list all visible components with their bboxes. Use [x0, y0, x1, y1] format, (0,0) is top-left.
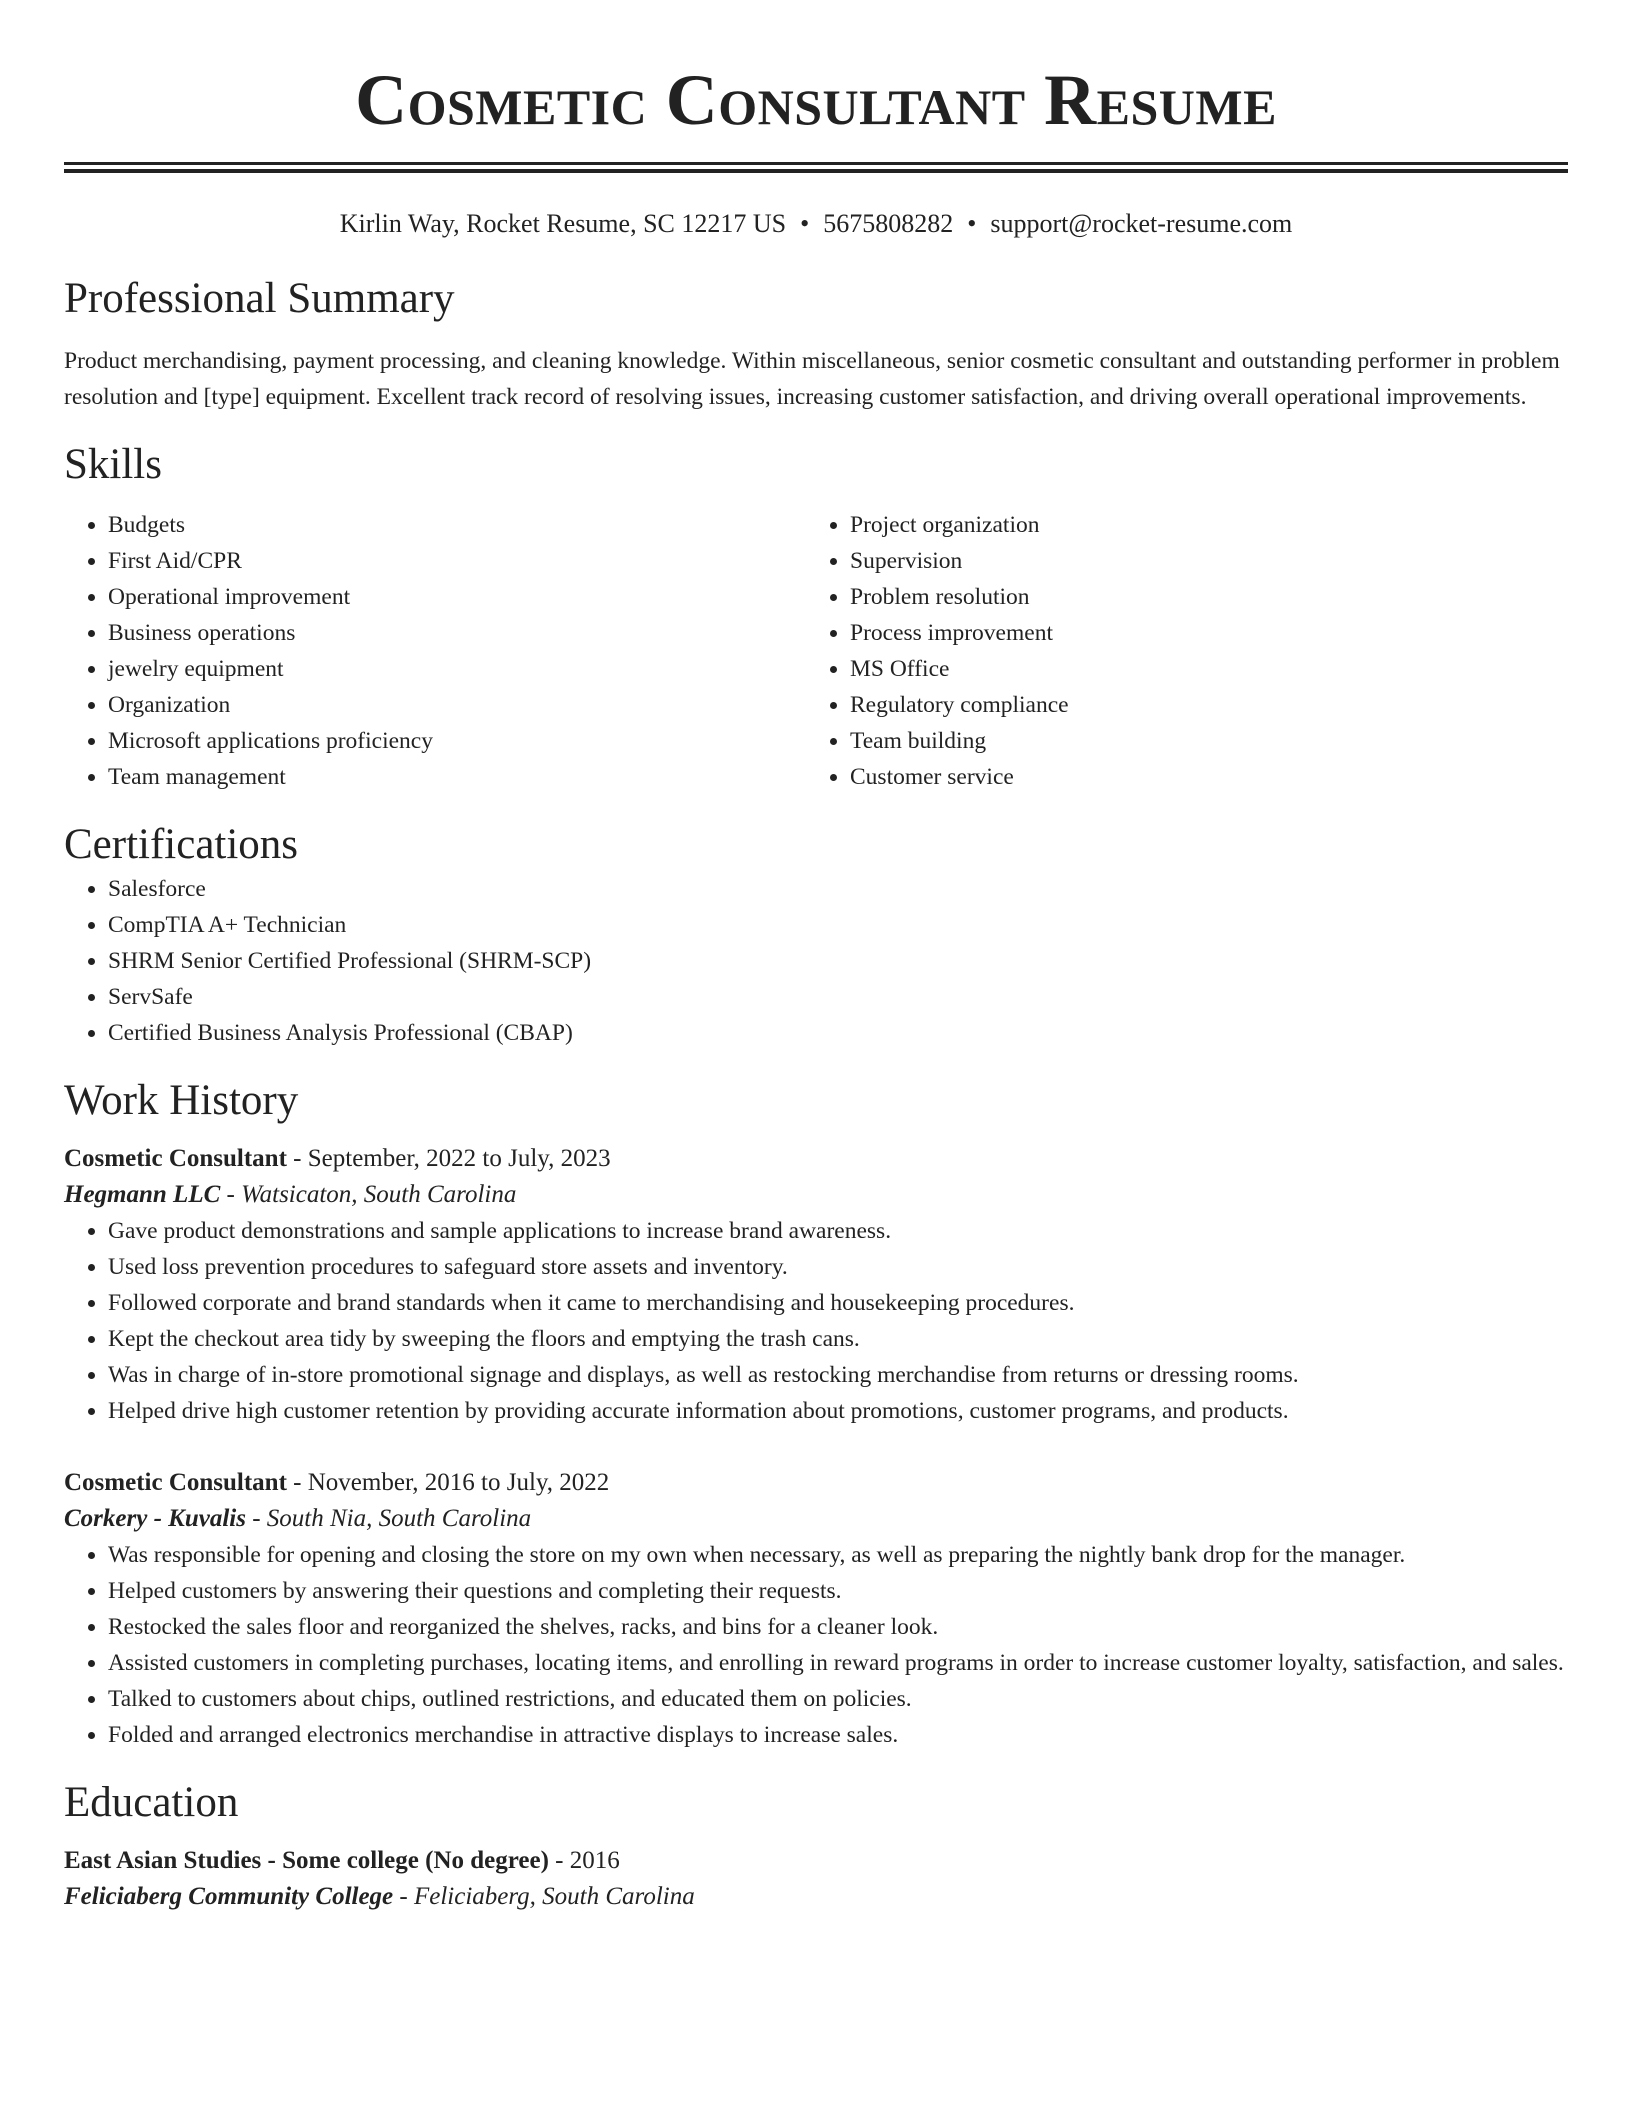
education-heading: Education [64, 1779, 239, 1826]
certifications-list [64, 871, 1568, 1051]
certifications-section [64, 819, 1568, 1051]
summary-heading: Professional Summary [64, 275, 455, 322]
job-title: Cosmetic Consultant [64, 1145, 287, 1172]
job-title-line [64, 1465, 1568, 1501]
skills-column-right [806, 507, 1548, 795]
contact-email: support@rocket-resume.com [990, 209, 1293, 238]
certification-item: • ServSafe [108, 979, 1568, 1015]
skill-item: • jewelry equipment [108, 651, 806, 687]
skill-item: • Business operations [108, 615, 806, 651]
skill-item: • Microsoft applications proficiency [108, 723, 806, 759]
education-year: - 2016 [548, 1847, 620, 1874]
education-location: - Feliciaberg, South Carolina [393, 1883, 695, 1910]
contact-phone: 5675808282 [823, 209, 954, 238]
education-school-line [64, 1879, 1568, 1915]
job-duty: • Helped drive high customer retention by providing accurate information about promotions, customer programs, and products. [108, 1393, 1568, 1429]
skills-heading: Skills [64, 441, 162, 488]
job-employer-line [64, 1501, 1568, 1537]
contact-address: Kirlin Way, Rocket Resume, SC 12217 US [339, 209, 787, 238]
skills-columns [64, 507, 1568, 795]
job-location: - South Nia, South Carolina [245, 1505, 532, 1532]
job-duty: • Gave product demonstrations and sample applications to increase brand awareness. [108, 1213, 1568, 1249]
skill-item: • MS Office [850, 651, 1548, 687]
contact-line [64, 207, 1568, 241]
skill-item: • Regulatory compliance [850, 687, 1548, 723]
skill-item: • Process improvement [850, 615, 1548, 651]
job-duty: • Was in charge of in-store promotional signage and displays, as well as restocking merchandise from returns or dressing rooms. [108, 1357, 1568, 1393]
job-duty: • Followed corporate and brand standards when it came to merchandising and housekeeping procedures. [108, 1285, 1568, 1321]
skill-item: • Team building [850, 723, 1548, 759]
job-title-line [64, 1141, 1568, 1177]
job-duty: • Folded and arranged electronics merchandise in attractive displays to increase sales. [108, 1717, 1568, 1753]
education-degree: East Asian Studies - Some college (No degree) [64, 1847, 549, 1874]
skill-item: • First Aid/CPR [108, 543, 806, 579]
job-duties-list [64, 1213, 1568, 1429]
job-duty: • Assisted customers in completing purchases, locating items, and enrolling in reward programs in order to increase customer loyalty, satisfaction, and sales. [108, 1645, 1568, 1681]
job-company: Corkery - Kuvalis [64, 1505, 246, 1532]
job-location: - Watsicaton, South Carolina [220, 1181, 517, 1208]
job-entry [64, 1465, 1568, 1753]
skill-item: • Operational improvement [108, 579, 806, 615]
job-dates: - September, 2022 to July, 2023 [286, 1145, 611, 1172]
job-company: Hegmann LLC [64, 1181, 221, 1208]
skill-item: • Budgets [108, 507, 806, 543]
skill-item: • Organization [108, 687, 806, 723]
title-divider [64, 162, 1568, 173]
skills-list-right [806, 507, 1548, 795]
skills-list-left [64, 507, 806, 795]
skill-item: • Customer service [850, 759, 1548, 795]
summary-text: Product merchandising, payment processing, and cleaning knowledge. Within miscellaneous, senior cosmetic consultant and outstanding performer in problem resolution and [type] equipment. Excellent track record of resolving issues, increasing customer satisfaction, and driving overall operational improvements. [64, 348, 1560, 410]
summary-section [64, 273, 1568, 415]
certification-item: • Certified Business Analysis Professional (CBAP) [108, 1015, 1568, 1051]
certification-item: • CompTIA A+ Technician [108, 907, 1568, 943]
certification-item: • Salesforce [108, 871, 1568, 907]
skill-item: • Project organization [850, 507, 1548, 543]
education-entry [64, 1843, 1568, 1915]
skills-column-left [64, 507, 806, 795]
contact-separator: • [800, 209, 810, 238]
certifications-heading: Certifications [64, 821, 299, 868]
skills-section [64, 439, 1568, 795]
education-school: Feliciaberg Community College [64, 1883, 394, 1910]
job-dates: - November, 2016 to July, 2022 [286, 1469, 610, 1496]
education-degree-line [64, 1843, 1568, 1879]
job-duty: • Was responsible for opening and closing the store on my own when necessary, as well as preparing the nightly bank drop for the manager. [108, 1537, 1568, 1573]
job-duties-list [64, 1537, 1568, 1753]
work-history-section [64, 1075, 1568, 1753]
contact-separator: • [967, 209, 977, 238]
job-duty: • Restocked the sales floor and reorganized the shelves, racks, and bins for a cleaner look. [108, 1609, 1568, 1645]
skill-item: • Supervision [850, 543, 1548, 579]
skill-item: • Problem resolution [850, 579, 1548, 615]
job-duty: • Talked to customers about chips, outlined restrictions, and educated them on policies. [108, 1681, 1568, 1717]
resume-title: Cosmetic Consultant Resume [355, 60, 1277, 140]
job-duty: • Helped customers by answering their questions and completing their requests. [108, 1573, 1568, 1609]
work-history-heading: Work History [64, 1077, 299, 1124]
certification-item: • SHRM Senior Certified Professional (SHRM-SCP) [108, 943, 1568, 979]
job-duty: • Kept the checkout area tidy by sweeping the floors and emptying the trash cans. [108, 1321, 1568, 1357]
job-employer-line [64, 1177, 1568, 1213]
job-duty: • Used loss prevention procedures to safeguard store assets and inventory. [108, 1249, 1568, 1285]
job-entry [64, 1141, 1568, 1429]
job-title: Cosmetic Consultant [64, 1469, 287, 1496]
education-section [64, 1777, 1568, 1915]
skill-item: • Team management [108, 759, 806, 795]
